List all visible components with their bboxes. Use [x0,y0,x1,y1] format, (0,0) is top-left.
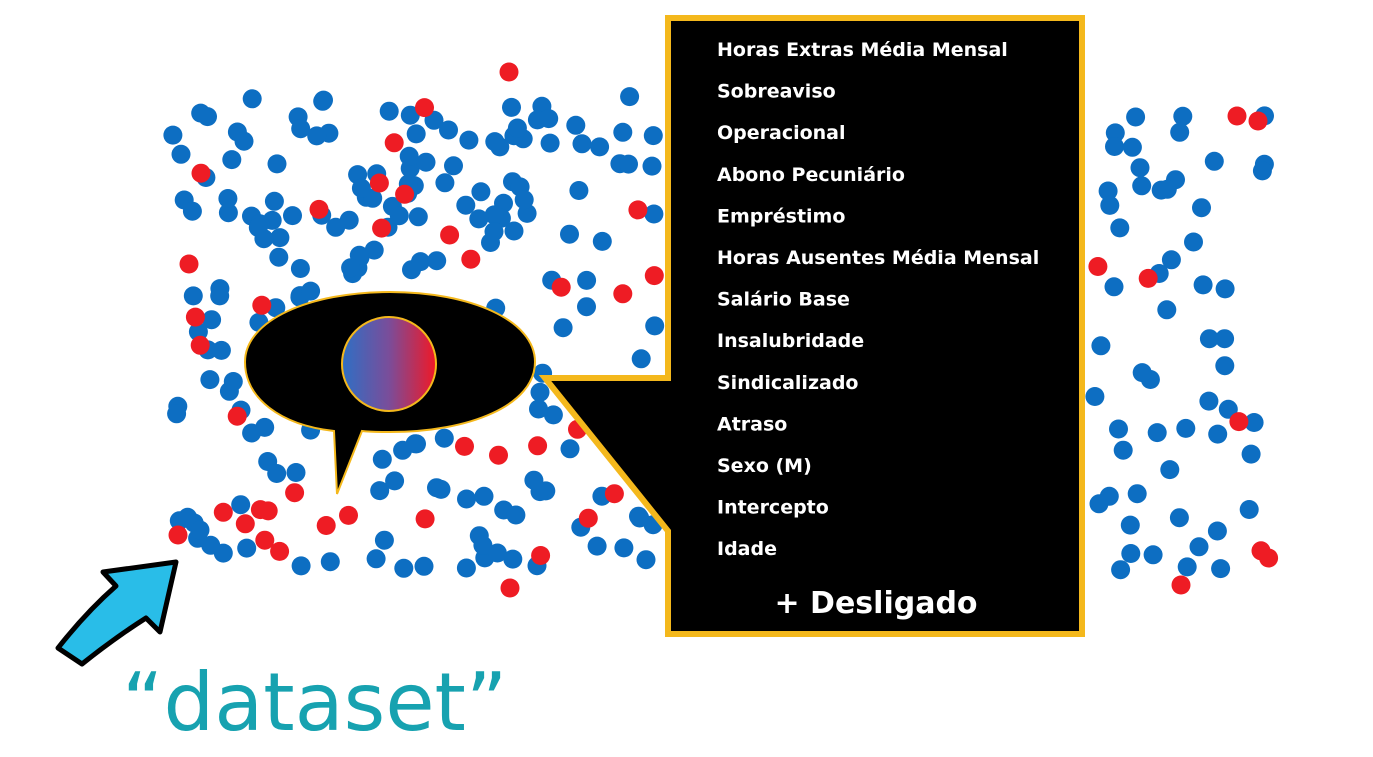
blue-data-point [1121,516,1140,535]
red-data-point [228,407,247,426]
blue-data-point [415,557,434,576]
blue-data-point [475,487,494,506]
blue-data-point [1131,158,1150,177]
blue-data-point [1208,522,1227,541]
blue-data-point [1091,336,1110,355]
curved-arrow-icon [58,562,176,664]
gradient-circle-icon [342,317,436,411]
feature-item: Sindicalizado [717,371,859,394]
blue-data-point [1199,392,1218,411]
red-data-point [186,308,205,327]
red-data-point [372,219,391,238]
blue-data-point [341,258,360,277]
blue-data-point [268,154,287,173]
blue-data-point [352,179,371,198]
red-data-point [255,531,274,550]
blue-data-point [620,87,639,106]
blue-data-point [1085,387,1104,406]
blue-data-point [508,119,527,138]
red-data-point [645,266,664,285]
red-data-point [370,174,389,193]
blue-data-point [1133,363,1152,382]
blue-data-point [566,116,585,135]
blue-data-point [163,126,182,145]
red-data-point [440,226,459,245]
blue-data-point [588,537,607,556]
blue-data-point [237,539,256,558]
blue-data-point [314,91,333,110]
red-data-point [500,63,519,82]
blue-data-point [235,132,254,151]
blue-data-point [1215,356,1234,375]
blue-data-point [1242,445,1261,464]
blue-data-point [432,480,451,499]
blue-data-point [1111,560,1130,579]
blue-data-point [506,506,525,525]
feature-item: Salário Base [717,288,850,311]
blue-data-point [1114,441,1133,460]
blue-data-point [529,400,548,419]
blue-data-point [191,521,210,540]
blue-data-point [291,119,310,138]
blue-data-point [541,134,560,153]
red-data-point [395,185,414,204]
red-data-point [214,503,233,522]
blue-data-point [1211,559,1230,578]
feature-item: Sobreaviso [717,80,836,103]
blue-data-point [1128,484,1147,503]
red-data-point [415,98,434,117]
red-data-point [192,164,211,183]
blue-data-point [375,531,394,550]
blue-data-point [644,126,663,145]
red-data-point [531,546,550,565]
red-data-point [259,501,278,520]
blue-data-point [287,463,306,482]
blue-data-point [531,383,550,402]
blue-data-point [1160,460,1179,479]
red-data-point [236,514,255,533]
blue-data-point [1110,218,1129,237]
blue-data-point [218,189,237,208]
blue-data-point [613,123,632,142]
feature-item: Horas Ausentes Média Mensal [717,247,1040,269]
red-data-point [252,296,271,315]
blue-data-point [265,192,284,211]
blue-data-point [456,196,475,215]
red-data-point [528,436,547,455]
blue-data-point [473,536,492,555]
blue-data-point [417,153,436,172]
red-data-point [191,336,210,355]
blue-data-point [380,102,399,121]
feature-item: Intercepto [717,496,829,519]
blue-data-point [1148,423,1167,442]
blue-data-point [1100,196,1119,215]
blue-data-point [321,552,340,571]
blue-data-point [1190,537,1209,556]
red-data-point [310,200,329,219]
blue-data-point [269,248,288,267]
blue-data-point [1205,152,1224,171]
blue-data-point [1144,545,1163,564]
red-data-point [489,446,508,465]
blue-data-point [400,147,419,166]
blue-data-point [222,150,241,169]
blue-data-point [407,124,426,143]
red-data-point [285,483,304,502]
blue-data-point [573,134,592,153]
blue-data-point [632,349,651,368]
blue-data-point [539,109,558,128]
blue-data-point [411,252,430,271]
blue-data-point [485,132,504,151]
blue-data-point [254,229,273,248]
blue-data-point [1132,176,1151,195]
blue-data-point [643,157,662,176]
blue-data-point [471,182,490,201]
blue-data-point [593,232,612,251]
red-data-point [605,484,624,503]
red-data-point [1228,107,1247,126]
blue-data-point [167,404,186,423]
feature-item: Sexo (M) [717,455,812,477]
blue-data-point [1170,508,1189,527]
blue-data-point [390,206,409,225]
blue-data-point [644,205,663,224]
red-data-point [1249,112,1268,131]
blue-data-point [1158,180,1177,199]
red-data-point [416,509,435,528]
blue-data-point [255,418,274,437]
feature-item: Atraso [717,413,788,436]
blue-data-point [243,89,262,108]
blue-data-point [1170,123,1189,142]
blue-data-point [560,225,579,244]
red-data-point [1139,269,1158,288]
red-data-point [628,200,647,219]
red-data-point [339,506,358,525]
blue-data-point [1178,557,1197,576]
blue-data-point [614,538,633,557]
blue-data-point [457,559,476,578]
blue-data-point [1173,107,1192,126]
blue-data-point [1253,161,1272,180]
blue-data-point [444,156,463,175]
blue-data-point [590,137,609,156]
blue-data-point [172,145,191,164]
blue-data-point [212,341,231,360]
blue-data-point [183,202,202,221]
blue-data-point [645,316,664,335]
blue-data-point [435,429,454,448]
blue-data-point [459,131,478,150]
red-data-point [501,579,520,598]
red-data-point [552,278,571,297]
blue-data-point [283,206,302,225]
red-data-point [1172,576,1191,595]
target-label: + Desligado [774,586,978,621]
blue-data-point [224,372,243,391]
blue-data-point [561,439,580,458]
blue-data-point [536,481,555,500]
red-data-point [317,516,336,535]
blue-data-point [1194,275,1213,294]
blue-data-point [1240,500,1259,519]
blue-data-point [1121,544,1140,563]
blue-data-point [191,104,210,123]
blue-data-point [1192,198,1211,217]
blue-data-point [231,495,250,514]
blue-data-point [373,450,392,469]
feature-item: Insalubridade [717,330,865,353]
blue-data-point [577,271,596,290]
blue-data-point [184,286,203,305]
red-data-point [1229,412,1248,431]
blue-data-point [210,286,229,305]
blue-data-point [515,190,534,209]
blue-data-point [1109,420,1128,439]
blue-data-point [394,559,413,578]
blue-data-point [200,370,219,389]
blue-data-point [1105,277,1124,296]
feature-item: Idade [717,538,777,561]
blue-data-point [1184,233,1203,252]
blue-data-point [1105,137,1124,156]
red-data-point [180,255,199,274]
blue-data-point [619,155,638,174]
blue-data-point [435,173,454,192]
red-data-point [461,250,480,269]
blue-data-point [202,310,221,329]
dataset-caption: “dataset” [122,656,508,749]
blue-data-point [502,98,521,117]
feature-item: Horas Extras Média Mensal [717,39,1008,61]
blue-data-point [367,549,386,568]
blue-data-point [457,490,476,509]
blue-data-point [569,181,588,200]
red-data-point [1259,549,1278,568]
blue-data-point [1123,138,1142,157]
blue-data-point [292,556,311,575]
red-data-point [1088,257,1107,276]
blue-data-point [485,222,504,241]
blue-data-point [577,297,596,316]
blue-data-point [1176,419,1195,438]
blue-data-point [554,318,573,337]
feature-item: Abono Pecuniário [717,163,905,186]
blue-data-point [1208,425,1227,444]
blue-data-point [637,550,656,569]
blue-data-point [630,509,649,528]
blue-data-point [1090,494,1109,513]
feature-item: Operacional [717,122,846,145]
red-data-point [455,437,474,456]
blue-data-point [427,251,446,270]
blue-data-point [1126,108,1145,127]
red-data-point [579,509,598,528]
blue-data-point [1157,300,1176,319]
blue-data-point [385,471,404,490]
red-data-point [613,284,632,303]
blue-data-point [1216,279,1235,298]
blue-data-point [301,282,320,301]
blue-data-point [1162,250,1181,269]
blue-data-point [267,464,286,483]
feature-item: Empréstimo [717,205,846,228]
red-data-point [169,526,188,545]
blue-data-point [409,207,428,226]
blue-data-point [1200,329,1219,348]
blue-data-point [406,434,425,453]
red-data-point [385,133,404,152]
blue-data-point [291,259,310,278]
